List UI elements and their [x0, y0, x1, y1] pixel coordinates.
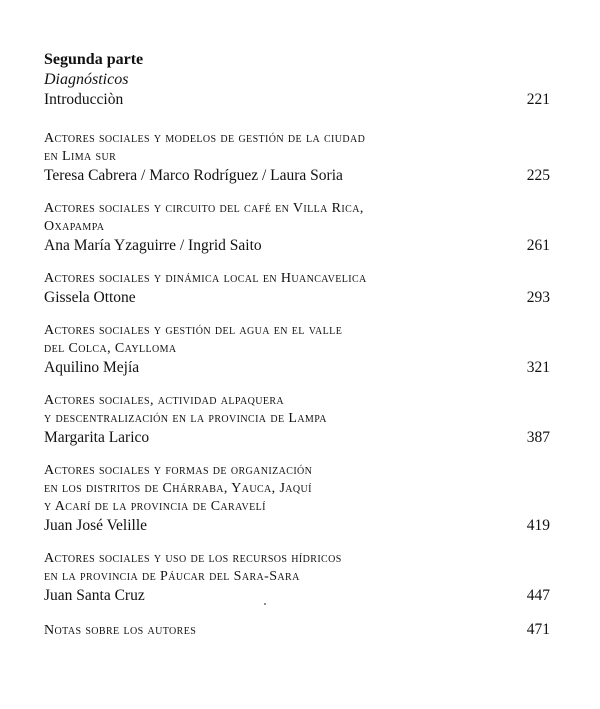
entry-page: 447	[526, 587, 550, 604]
toc-entry	[44, 130, 550, 186]
toc-notes	[44, 620, 550, 641]
entry-title-line: Actores sociales y modelos de gestión de la ciudad	[44, 131, 366, 146]
entry-title-line: Oxapampa	[44, 219, 105, 234]
entry-authors: Margarita Larico	[44, 429, 150, 446]
entry-page: 261	[526, 237, 550, 254]
entry-title-line: en Lima sur	[44, 149, 117, 164]
entry-page: 321	[526, 359, 550, 376]
entry-page: 293	[526, 289, 550, 306]
entry-title-line: y descentralización en la provincia de Lampa	[44, 411, 327, 426]
entry-title-line: en los distritos de Chárraba, Yauca, Jaquí	[44, 481, 312, 496]
entry-title-line: Actores sociales y formas de organización	[44, 463, 313, 478]
part-title: Segunda parte	[44, 51, 144, 68]
entry-title-line: Actores sociales y circuito del café en Villa Rica,	[44, 201, 364, 216]
table-of-contents	[44, 50, 550, 641]
entry-title-line: Actores sociales y uso de los recursos hídricos	[44, 551, 342, 566]
scan-speck	[264, 603, 266, 605]
toc-entry	[44, 462, 550, 536]
entry-page: 419	[526, 517, 550, 534]
entry-title-line: en la provincia de Páucar del Sara-Sara	[44, 569, 300, 584]
entry-title-line: Actores sociales, actividad alpaquera	[44, 393, 285, 408]
entry-authors: Teresa Cabrera / Marco Rodríguez / Laura Soria	[44, 167, 343, 184]
introduction-label: Introducciòn	[44, 91, 124, 108]
entry-title-line: del Colca, Caylloma	[44, 341, 177, 356]
entry-title-line: Actores sociales y dinámica local en Huancavelica	[44, 271, 367, 286]
toc-entry	[44, 550, 550, 606]
entry-authors: Gissela Ottone	[44, 289, 136, 306]
entry-title-line: Actores sociales y gestión del agua en el valle	[44, 323, 343, 338]
introduction-page: 221	[526, 91, 550, 108]
notes-page: 471	[526, 621, 550, 638]
toc-entry	[44, 322, 550, 378]
toc-introduction	[44, 90, 550, 110]
part-subtitle: Diagnósticos	[44, 71, 129, 88]
entry-authors: Juan Santa Cruz	[44, 587, 145, 604]
entry-authors: Ana María Yzaguirre / Ingrid Saito	[44, 237, 262, 254]
toc-entry	[44, 392, 550, 448]
notes-label: Notas sobre los autores	[44, 623, 197, 638]
toc-entry	[44, 200, 550, 256]
entry-title-line: y Acarí de la provincia de Caravelí	[44, 499, 266, 514]
toc-entry	[44, 270, 550, 308]
entry-authors: Juan José Velille	[44, 517, 148, 534]
entry-page: 225	[526, 167, 550, 184]
entry-page: 387	[526, 429, 550, 446]
entry-authors: Aquilino Mejía	[44, 359, 140, 376]
